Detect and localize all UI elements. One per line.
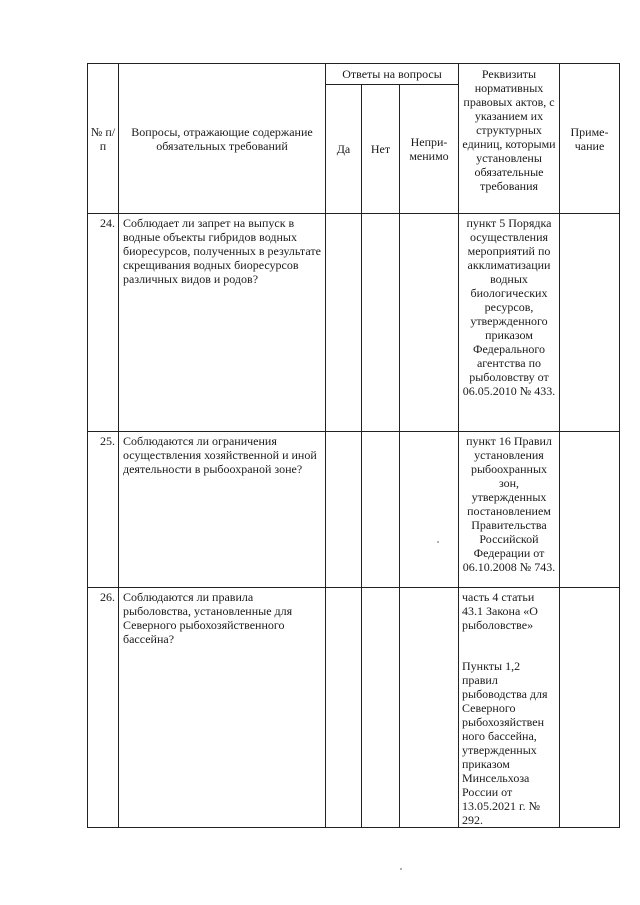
answer-no-cell[interactable] [362,588,400,828]
header-questions: Вопросы, отражающие содержание обязательных требований [119,64,326,214]
answer-yes-cell[interactable] [326,214,362,432]
header-yes: Да [326,85,362,214]
header-num: № п/п [88,64,119,214]
row-number: 25. [88,432,119,588]
scan-speck [437,541,439,543]
table-row [88,432,620,588]
answer-na-cell[interactable] [400,432,459,588]
requisites-part-1: часть 4 статьи 43.1 Закона «О рыболовстве» [462,590,538,632]
answer-na-cell[interactable] [400,214,459,432]
requisites-part-2: Пункты 1,2 правил рыбоводства для Северного рыбохозяйствен ного бассейна, утвержденных приказом Минсельхоза России от 13.05.2021 г. № 292. [462,659,548,827]
row-requisites: пункт 16 Правил установления рыбоохранных зон, утвержденных постановлением Правительства Российской Федерации от 06.10.2008 № 743. [459,432,560,588]
row-number: 24. [88,214,119,432]
row-requisites: пункт 5 Порядка осуществления мероприятий по акклиматизации водных биологических ресурсов, утвержденного приказом Федерального агентства по рыболовству от 06.05.2010 № 433. [459,214,560,432]
row-question: Соблюдает ли запрет на выпуск в водные объекты гибридов водных биоресурсов, полученных в результате скрещивания водных биоресурсов различных видов и родов? [119,214,326,432]
table-row [88,588,620,828]
checklist-table [87,63,620,828]
row-note-cell[interactable] [560,214,620,432]
header-row-1 [88,64,620,85]
scan-speck [400,868,402,870]
row-question: Соблюдаются ли ограничения осуществления хозяйственной и иной деятельности в рыбоохраной зоне? [119,432,326,588]
answer-no-cell[interactable] [362,432,400,588]
row-requisites [459,588,560,828]
row-note-cell[interactable] [560,432,620,588]
row-note-cell[interactable] [560,588,620,828]
answer-no-cell[interactable] [362,214,400,432]
answer-yes-cell[interactable] [326,588,362,828]
requisites-gap [462,632,556,659]
header-answers: Ответы на вопросы [326,64,459,85]
answer-na-cell[interactable] [400,588,459,828]
row-number: 26. [88,588,119,828]
header-note: Приме-чание [560,64,620,214]
header-requisites: Реквизиты нормативных правовых актов, с указанием их структурных единиц, которыми установлены обязательные требования [459,64,560,214]
header-na: Непри-менимо [400,85,459,214]
header-no: Нет [362,85,400,214]
table-row [88,214,620,432]
row-question: Соблюдаются ли правила рыболовства, установленные для Северного рыбохозяйственного бассейна? [119,588,326,828]
answer-yes-cell[interactable] [326,432,362,588]
